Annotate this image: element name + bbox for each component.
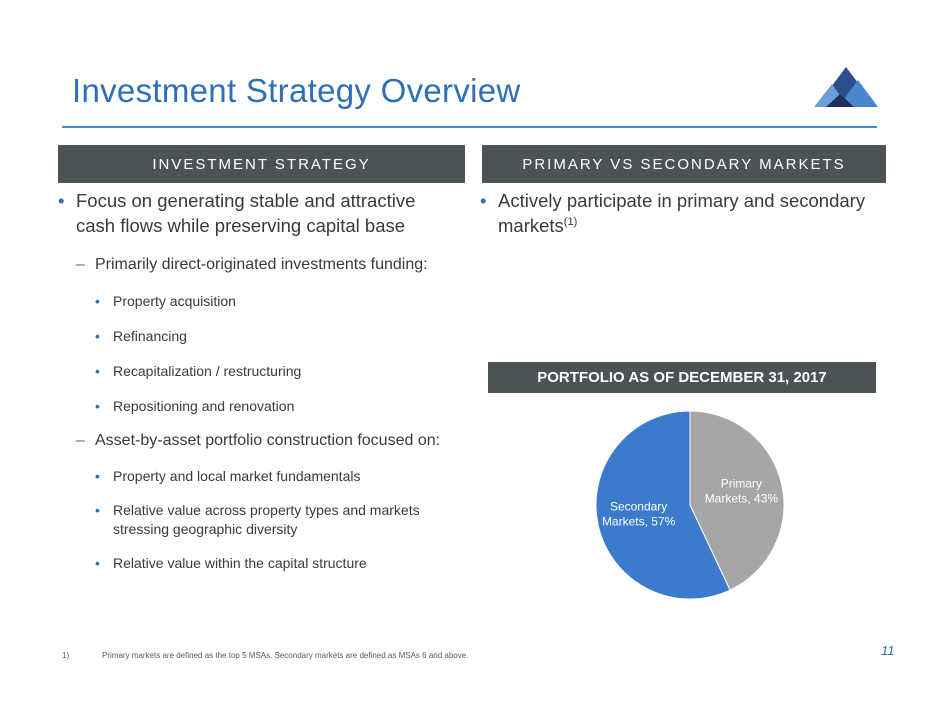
investment-strategy-header: INVESTMENT STRATEGY	[58, 145, 465, 183]
markets-bullet-text: Actively participate in primary and secondary markets	[498, 190, 866, 236]
funding-item: • Recapitalization / restructuring	[58, 362, 453, 381]
markets-header: PRIMARY VS SECONDARY MARKETS	[482, 145, 886, 183]
construction-item: • Property and local market fundamentals	[58, 467, 453, 486]
funding-item: • Property acquisition	[58, 292, 453, 311]
footnote-number: 1)	[62, 651, 70, 660]
construction-item: • Relative value across property types and markets stressing geographic diversity	[58, 501, 453, 539]
strategy-bullet: • Focus on generating stable and attractive cash flows while preserving capital base	[58, 188, 453, 238]
pie-label-0: Primary Markets, 43%	[704, 476, 779, 506]
markets-bullet	[480, 188, 880, 238]
portfolio-header: PORTFOLIO AS OF DECEMBER 31, 2017	[488, 362, 876, 393]
footnote	[62, 651, 468, 660]
funding-item: • Repositioning and renovation	[58, 397, 453, 416]
title-divider	[62, 126, 877, 128]
pie-label-1: Secondary Markets, 57%	[601, 499, 676, 529]
portfolio-pie-chart	[580, 405, 800, 605]
footnote-marker: (1)	[563, 215, 578, 228]
page-number: 11	[881, 643, 895, 658]
strategy-sub-bullet: – Asset-by-asset portfolio construction focused on:	[58, 430, 453, 452]
strategy-sub-bullet: – Primarily direct-originated investments funding:	[58, 254, 453, 276]
investment-strategy-list	[58, 188, 453, 573]
page-title: Investment Strategy Overview	[72, 72, 521, 109]
funding-item: • Refinancing	[58, 327, 453, 346]
construction-item: • Relative value within the capital structure	[58, 554, 453, 573]
markets-list	[480, 188, 880, 238]
footnote-text: Primary markets are defined as the top 5 MSAs. Secondary markets are defined as MSAs 6 and above.	[102, 651, 469, 660]
mountain-logo-icon	[812, 66, 878, 110]
